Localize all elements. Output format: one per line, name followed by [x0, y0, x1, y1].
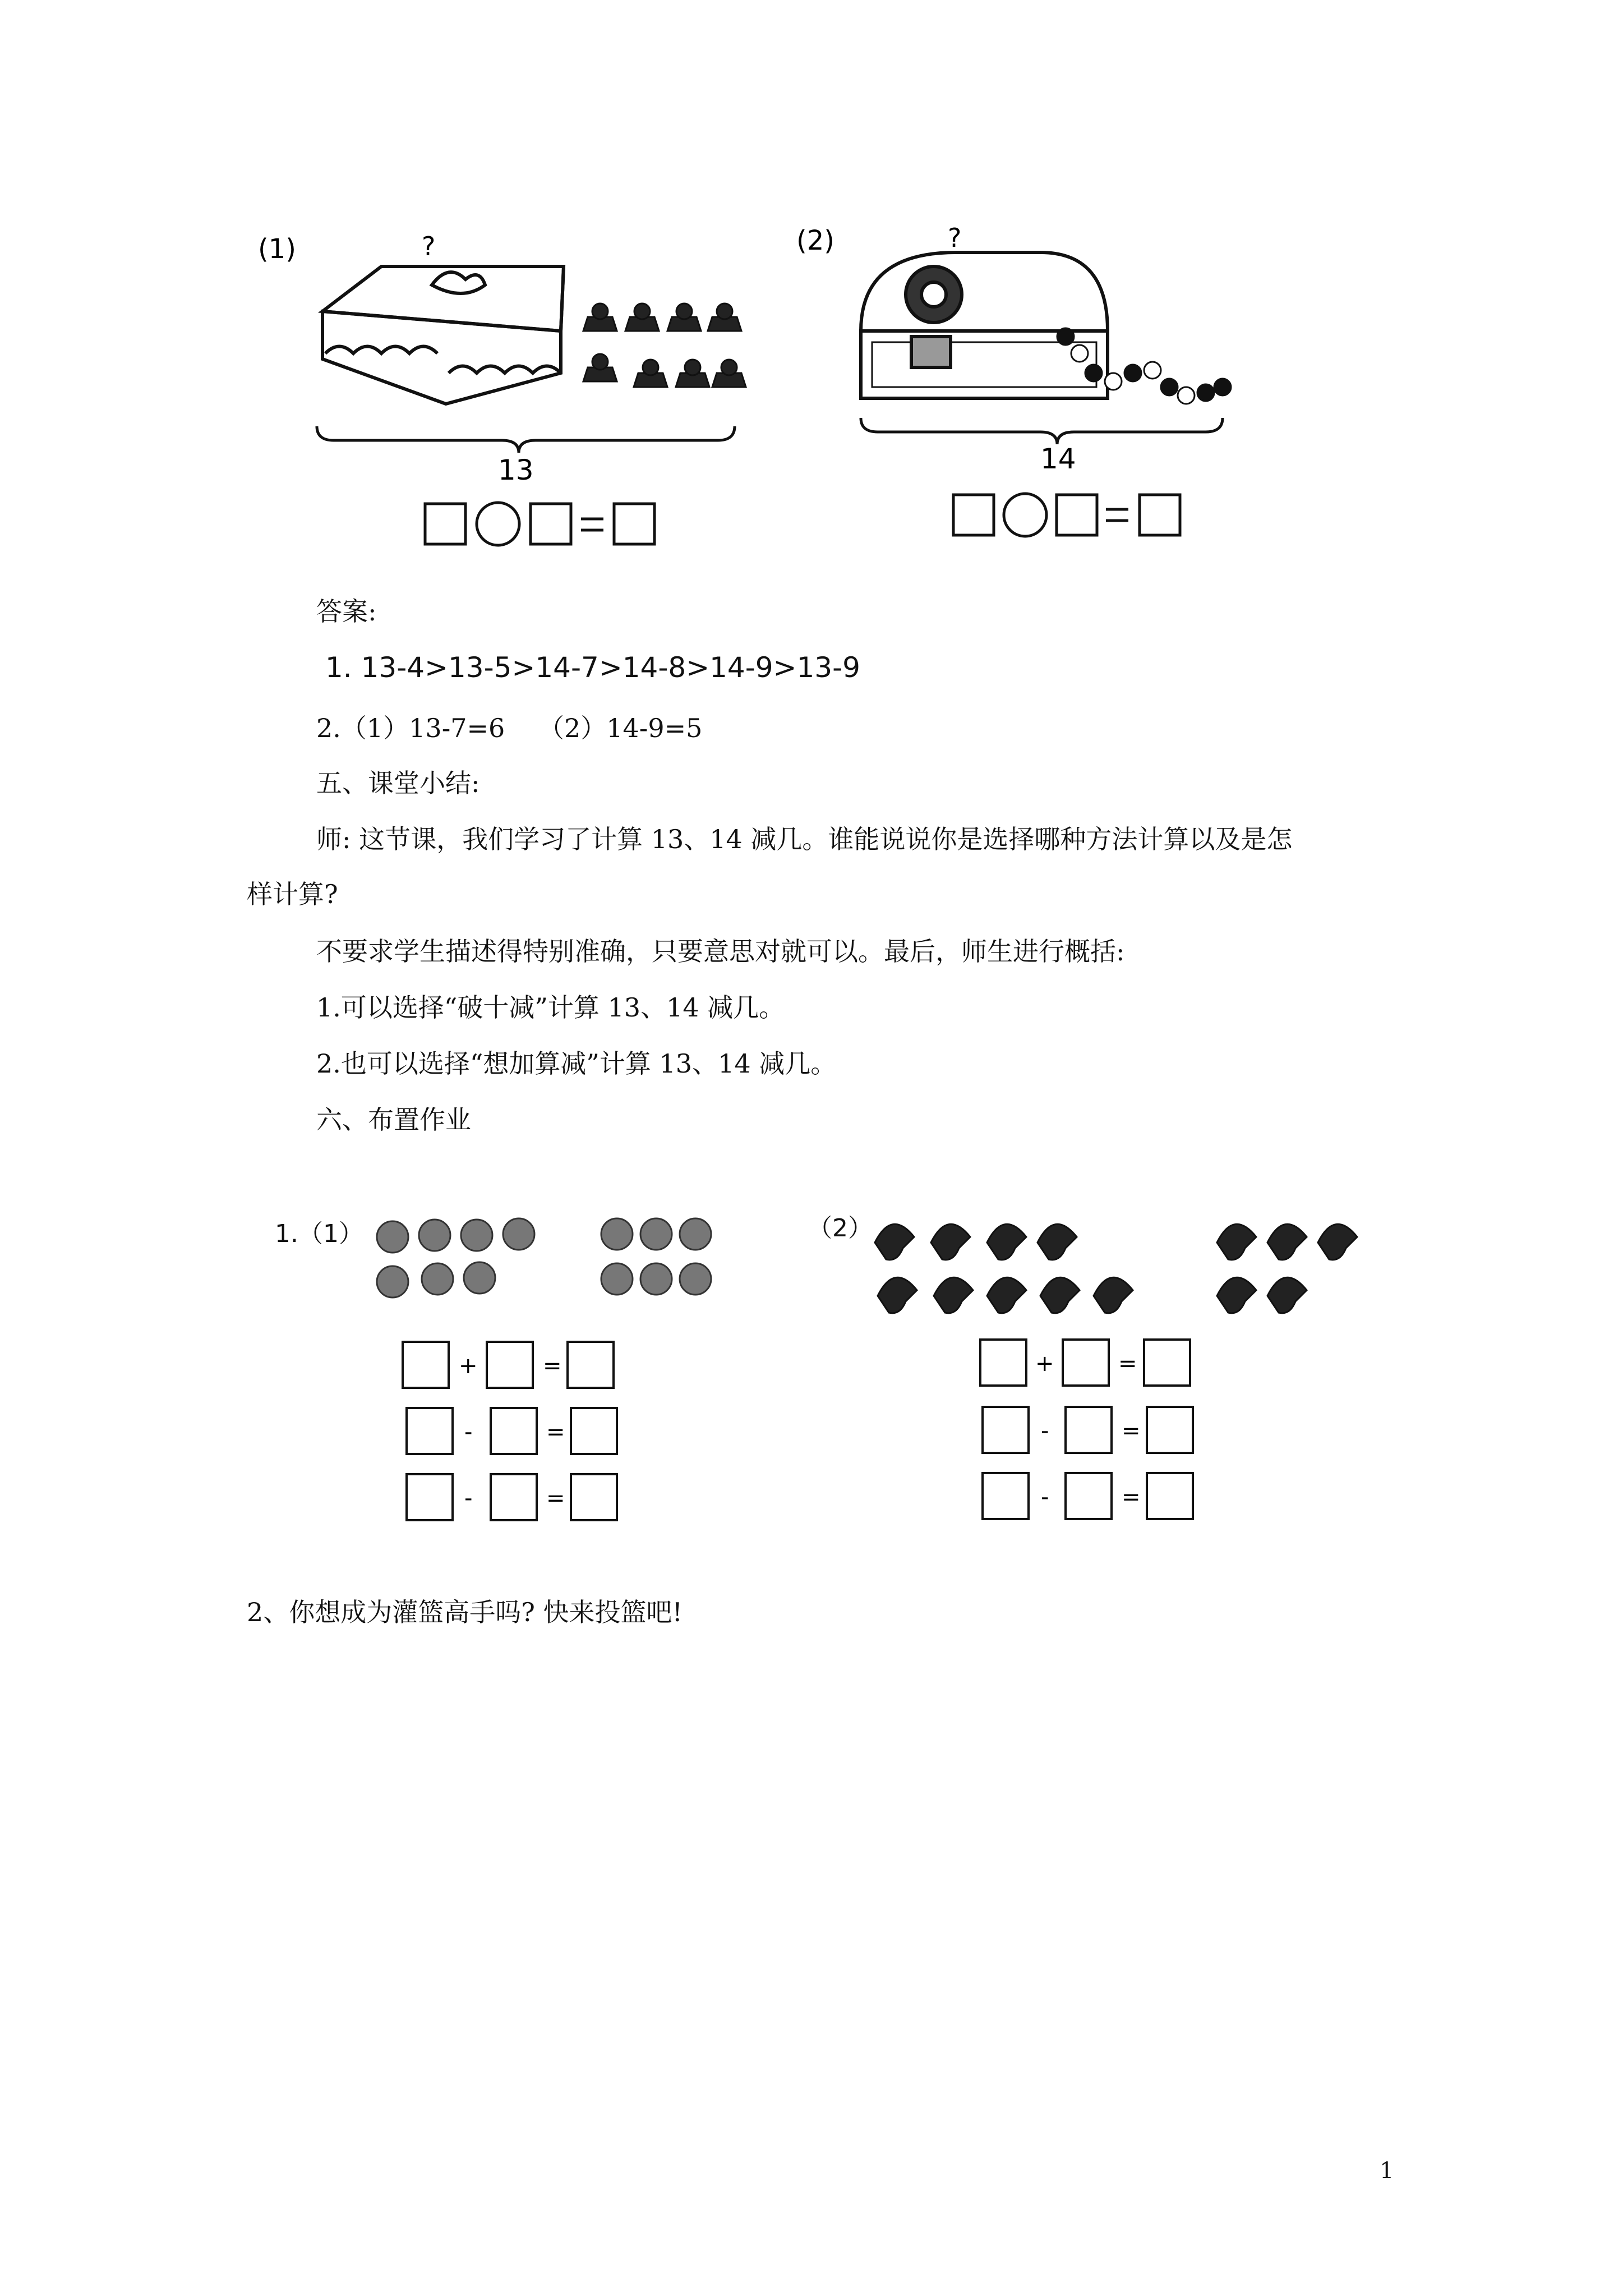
homework-heading: 六、布置作业 — [316, 1105, 471, 1135]
summary-teacher-line-1: 师: 这节课，我们学习了计算 13、14 减几。谁能说说你是选择哪种方法计算以及是怎 — [316, 824, 1293, 854]
answers-line-1: 1. 13-4>13-5>14-7>14-8>14-9>13-9 — [325, 651, 860, 684]
cupcakes-row-2 — [583, 354, 746, 387]
answers-line-2b: （2）14-9=5 — [538, 713, 703, 743]
ex2-minus-sign-1: - — [1041, 1418, 1049, 1444]
figure1-total: 13 — [498, 454, 534, 486]
summary-point-1: 1.可以选择“破十减”计算 13、14 减几。 — [316, 992, 785, 1023]
ex1-equals-sign-2: = — [546, 1419, 565, 1445]
figure2-equation-boxes — [953, 494, 1180, 536]
ex2-equals-sign-2: = — [1122, 1418, 1141, 1444]
ex2-minus-sign-2: - — [1041, 1484, 1049, 1510]
figure1-label: (1) — [258, 233, 296, 265]
ex1-plus-sign: + — [459, 1353, 478, 1379]
page-number: 1 — [1380, 2158, 1394, 2184]
summary-point-2: 2.也可以选择“想加算减”计算 13、14 减几。 — [316, 1048, 837, 1079]
figure-cake-and-chest — [0, 0, 1623, 572]
answers-line-2a: 2.（1）13-7=6 — [316, 713, 505, 743]
summary-heading: 五、课堂小结: — [316, 768, 480, 798]
figure2-question-mark: ? — [948, 223, 962, 253]
ex1-equals-sign-1: = — [543, 1353, 562, 1379]
mushrooms-group-left — [875, 1224, 1133, 1313]
ex2-equals-sign-3: = — [1122, 1484, 1141, 1510]
figure1-equation-boxes — [425, 503, 654, 545]
cupcakes-row-1 — [583, 303, 741, 331]
cake-box — [322, 266, 564, 404]
answers-heading: 答案: — [316, 596, 377, 627]
exercise-2-label: （2） — [808, 1214, 873, 1243]
treasure-chest — [861, 252, 1108, 398]
ex1-equals-sign-3: = — [546, 1485, 565, 1511]
figure2-brace — [861, 418, 1223, 444]
figure2-label: (2) — [796, 225, 834, 256]
figure2-total: 14 — [1040, 443, 1076, 475]
homework-question-2: 2、你想成为灌篮高手吗? 快来投篮吧! — [247, 1597, 683, 1627]
figure1-question-mark: ? — [422, 231, 436, 261]
ex2-equals-sign-1: = — [1118, 1351, 1137, 1377]
ex1-minus-sign-2: - — [464, 1485, 473, 1511]
figure1-brace — [317, 426, 735, 453]
summary-teacher-line-2: 样计算? — [247, 879, 338, 909]
apples-group-left — [377, 1218, 534, 1297]
summary-note: 不要求学生描述得特别准确，只要意思对就可以。最后，师生进行概括: — [316, 936, 1125, 967]
mushrooms-group-right — [1217, 1224, 1357, 1313]
pearl-necklace — [1057, 328, 1231, 404]
exercise-1-equations — [0, 1335, 1623, 1537]
ex1-minus-sign-1: - — [464, 1419, 473, 1445]
ex2-plus-sign: + — [1035, 1351, 1054, 1377]
exercise-pictures — [0, 1189, 1623, 1335]
apples-group-right — [601, 1218, 711, 1295]
exercise-1-label: 1.（1） — [275, 1220, 363, 1248]
